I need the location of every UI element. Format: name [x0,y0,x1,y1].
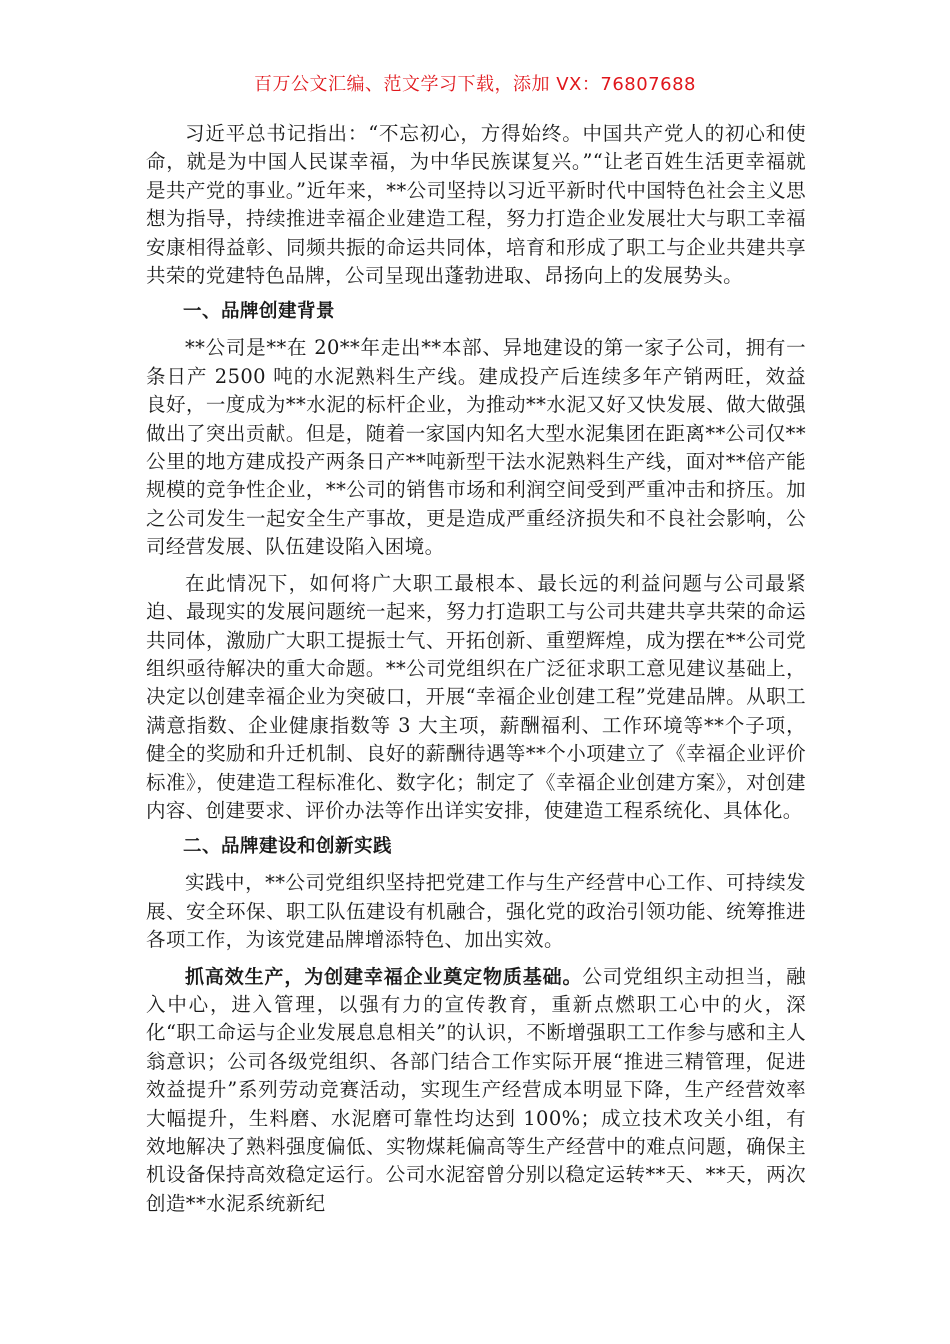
paragraph-body-text: 公司党组织主动担当，融入中心，进入管理，以强有力的宣传教育，重新点燃职工心中的火，深化“职工命运与企业发展息息相关”的认识，不断增强职工工作参与感和主人翁意识；公司各级党组织、各部门结合工作实际开展“推进三精管理，促进效益提升”系列劳动竞赛活动，实现生产经营成本明显下降，生产经营效率大幅提升，生料磨、水泥磨可靠性均达到 100%；成立技术攻关小组，有效地解决了熟料强度偏低、实物煤耗偏高等生产经营中的难点问题，确保主机设备保持高效稳定运行。公司水泥窑曾分别以稳定运转**天、**天，两次创造**水泥系统新纪 [146,964,806,1215]
section2-paragraph-2 [146,963,806,1219]
paragraph-lead-sentence: 抓高效生产，为创建幸福企业奠定物质基础。 [185,965,583,988]
header-watermark: 百万公文汇编、范文学习下载，添加 VX：76807688 [254,74,696,95]
section1-paragraph-1: **公司是**在 20**年走出**本部、异地建设的第一家子公司，拥有一条日产 2500 吨的水泥熟料生产线。建成投产后连续多年产销两旺，效益良好，一度成为**水泥的标杆企业，为推动**水泥又好又快发展、做大做强做出了突出贡献。但是，随着一家国内知名大型水泥集团在距离**公司仅**公里的地方建成投产两条日产**吨新型干法水泥熟料生产线，面对**倍产能规模的竞争性企业，**公司的销售市场和利润空间受到严重冲击和挤压。加之公司发生一起安全生产事故，更是造成严重经济损失和不良社会影响，公司经营发展、队伍建设陷入困境。 [146,336,806,559]
section2-paragraph-1: 实践中，**公司党组织坚持把党建工作与生产经营中心工作、可持续发展、安全环保、职工队伍建设有机融合，强化党的政治引领功能、统筹推进各项工作，为该党建品牌增添特色、加出实效。 [146,871,806,952]
document-body [146,120,806,1218]
intro-paragraph: 习近平总书记指出：“不忘初心，方得始终。中国共产党人的初心和使命，就是为中国人民谋幸福，为中华民族谋复兴。”“让老百姓生活更幸福就是共产党的事业。”近年来，**公司坚持以习近平新时代中国特色社会主义思想为指导，持续推进幸福企业建造工程，努力打造企业发展壮大与职工幸福安康相得益彰、同频共振的命运共同体，培育和形成了职工与企业共建共享共荣的党建特色品牌，公司呈现出蓬勃进取、昂扬向上的发展势头。 [146,122,806,288]
section-heading-2: 二、品牌建设和创新实践 [183,836,393,858]
section-heading-1: 一、品牌创建背景 [183,301,336,323]
section1-paragraph-2: 在此情况下，如何将广大职工最根本、最长远的利益问题与公司最紧迫、最现实的发展问题统一起来，努力打造职工与公司共建共享共荣的命运共同体，激励广大职工提振士气、开拓创新、重塑辉煌，成为摆在**公司党组织亟待解决的重大命题。**公司党组织在广泛征求职工意见建议基础上，决定以创建幸福企业为突破口，开展“幸福企业创建工程”党建品牌。从职工满意指数、企业健康指数等 3 大主项，薪酬福利、工作环境等**个子项，健全的奖励和升迁机制、良好的薪酬待遇等**个小项建立了《幸福企业评价标准》，使建造工程标准化、数字化；制定了《幸福企业创建方案》，对创建内容、创建要求、评价办法等作出详实安排，使建造工程系统化、具体化。 [146,571,806,822]
